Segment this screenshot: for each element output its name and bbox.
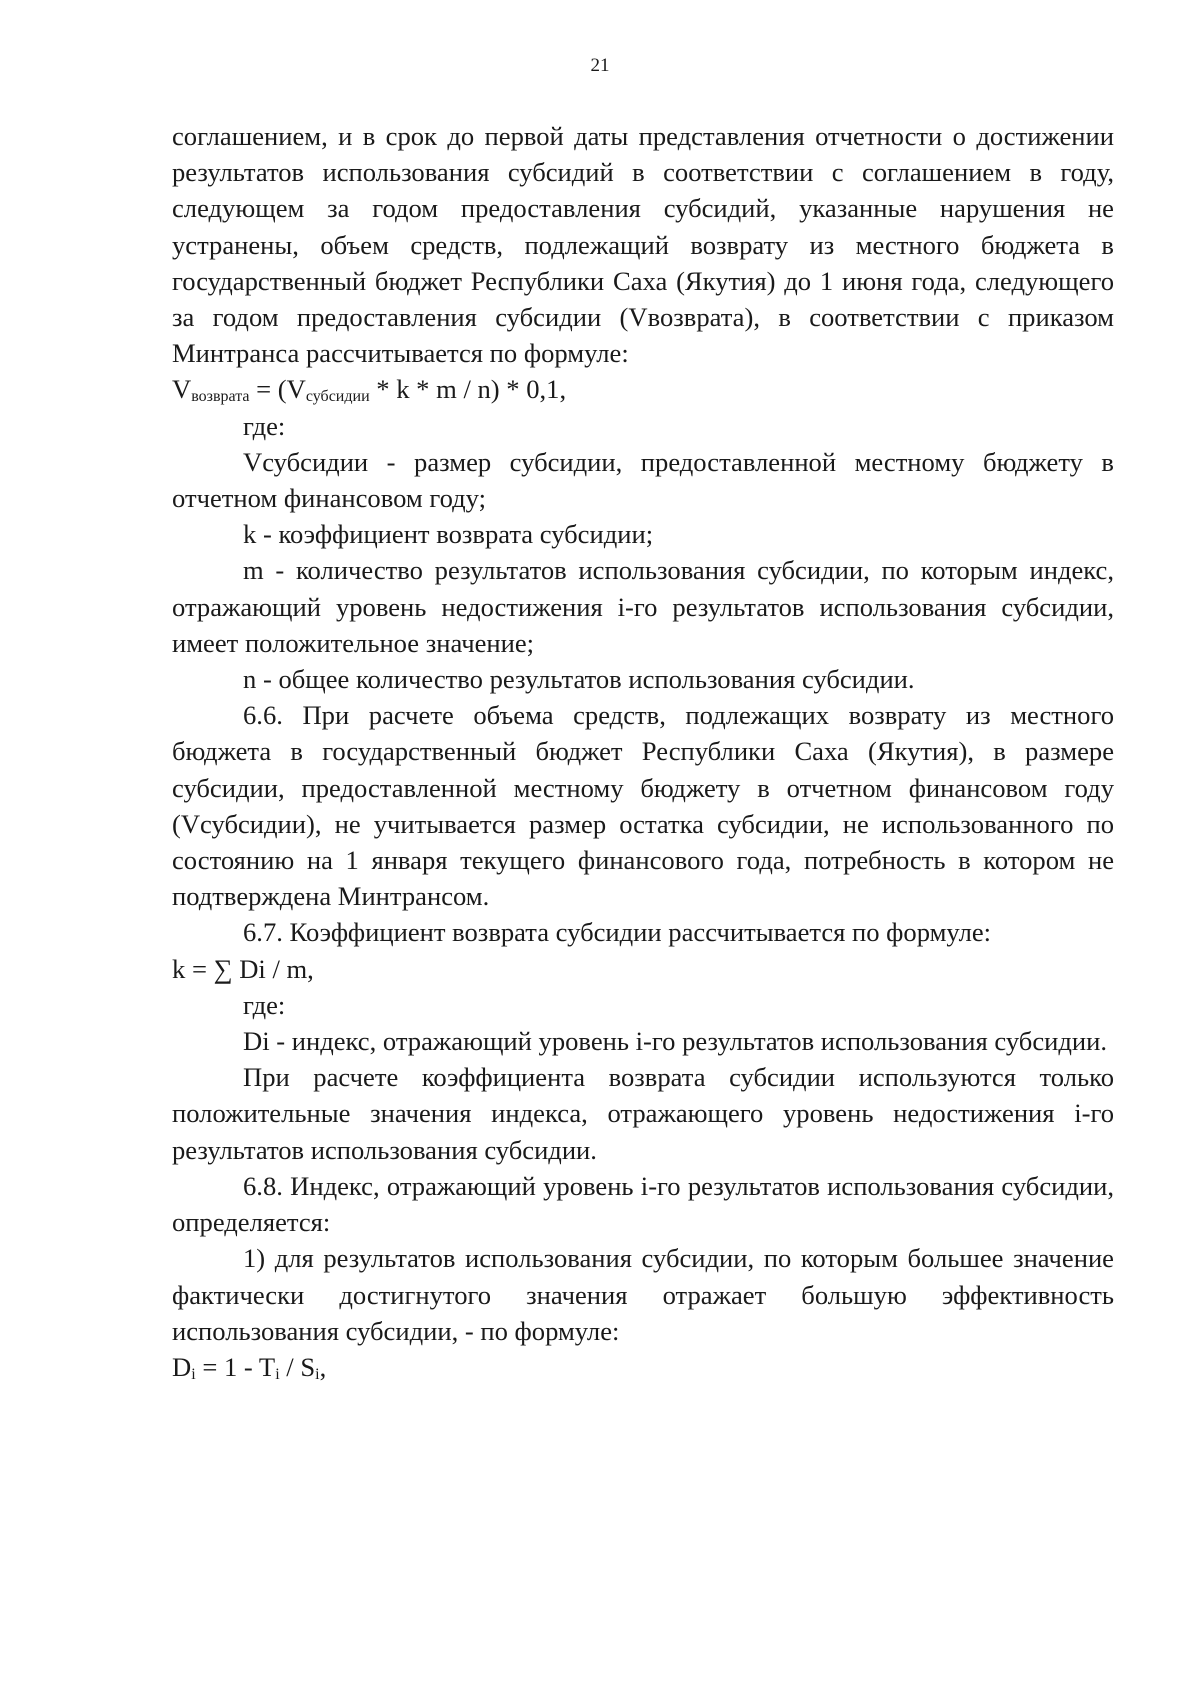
formula-index — [172, 1349, 1114, 1385]
formula-subscript: i — [275, 1365, 280, 1383]
definition-di: Di - индекс, отражающий уровень i-го результатов использования субсидии. — [243, 1026, 1108, 1057]
definition-v-subsidy: Vсубсидии - размер субсидии, предоставленной местному бюджету в отчетном финансовом году; — [172, 446, 1114, 514]
formula-subscript: i — [191, 1365, 196, 1383]
page-number: 21 — [590, 55, 610, 76]
paragraph-6-6: 6.6. При расчете объема средств, подлежащих возврату из местного бюджета в государственный бюджет Республики Саха (Якутия), в размере субсидии, предоставленной местному бюджету в отчетном финансовом году (Vсубсидии), не учитывается размер остатка субсидии, не использованного по состоянию на 1 января текущего финансового года, потребность в котором не подтверждена Минтрансом. — [172, 700, 1114, 912]
paragraph-6-8: 6.8. Индекс, отражающий уровень i-го результатов использования субсидии, определяется: — [172, 1170, 1114, 1238]
formula-return-volume — [172, 371, 1114, 407]
formula-symbol: D — [172, 1351, 192, 1382]
paragraph-continuation: соглашением, и в срок до первой даты представления отчетности о достижении результатов использования субсидий в соответствии с соглашением в году, следующем за годом предоставления субсидий, указанные нарушения не устранены, объем средств, подлежащий возврату из местного бюджета в государственный бюджет Республики Саха (Якутия) до 1 июня года, следующего за годом предоставления субсидии (Vвозврата), в соответствии с приказом Минтранса рассчитывается по формуле: — [172, 121, 1114, 369]
document-body — [172, 118, 1114, 1385]
where-label: где: — [243, 410, 286, 441]
definition-m: m - количество результатов использования субсидии, по которым индекс, отражающий уровень недостижения i-го результатов использования субсидии, имеет положительное значение; — [172, 555, 1114, 658]
formula-symbol: = 1 - T — [195, 1351, 276, 1382]
where-label: где: — [243, 989, 286, 1020]
formula-symbol: = (V — [249, 374, 306, 405]
paragraph-positive-values: При расчете коэффициента возврата субсидии используются только положительные значения индекса, отражающего уровень недостижения i-го результатов использования субсидии. — [172, 1062, 1114, 1165]
formula-coefficient: k = ∑ Di / m, — [172, 953, 314, 984]
definition-n: n - общее количество результатов использования субсидии. — [243, 664, 915, 695]
formula-symbol: V — [172, 374, 192, 405]
paragraph-6-7: 6.7. Коэффициент возврата субсидии рассчитывается по формуле: — [243, 917, 992, 948]
definition-k: k - коэффициент возврата субсидии; — [243, 519, 654, 550]
formula-symbol: * k * m / n) * 0,1, — [369, 374, 567, 405]
formula-subscript: i — [315, 1365, 320, 1383]
formula-subscript: возврата — [191, 388, 250, 406]
formula-subscript: субсидии — [305, 388, 370, 406]
paragraph-6-8-item-1: 1) для результатов использования субсидии, по которым большее значение фактически достигнутого значения отражает большую эффективность использования субсидии, - по формуле: — [172, 1243, 1114, 1346]
formula-symbol: / S — [279, 1351, 316, 1382]
formula-symbol: , — [319, 1351, 327, 1382]
